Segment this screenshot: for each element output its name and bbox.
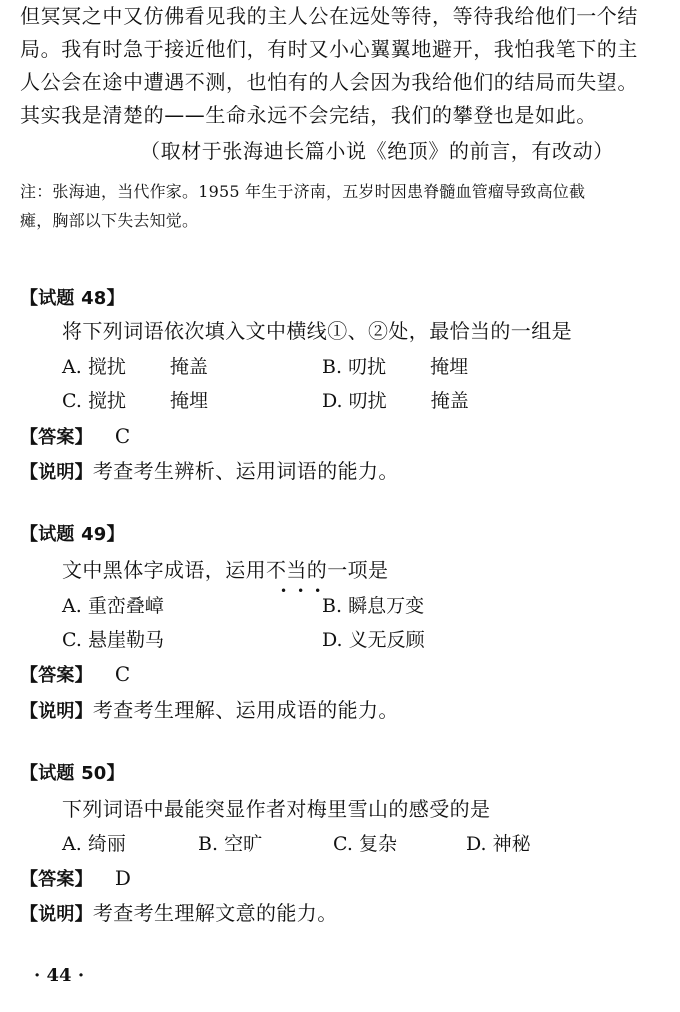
emphasis-dots: ••• [280,584,332,598]
answer-label: 【答案】 [20,869,93,890]
option-c [62,628,164,652]
explain-label: 【说明】 [20,701,93,722]
passage-line: 其实我是清楚的——生命永远不会完结，我们的攀登也是如此。 [20,103,597,127]
question-label: 【试题 48】 [20,288,125,309]
option-word: 悬崖勒马 [87,629,164,651]
option-word: 掩盖 [430,390,469,412]
option-letter: B. [198,833,219,855]
passage-source: （取材于张海迪长篇小说《绝顶》的前言，有改动） [140,139,614,163]
option-letter: D. [466,833,487,855]
author-note: 瘫，胸部以下失去知觉。 [20,211,199,230]
option-word: 搅扰 [87,390,126,412]
option-word: 掩埋 [170,390,209,412]
option-a [62,832,126,856]
question-label: 【试题 50】 [20,763,125,784]
option-d [466,832,531,856]
option-letter: C. [333,833,353,855]
answer-row [20,424,131,450]
option-word: 空旷 [224,833,263,855]
option-b [322,594,424,618]
question-label: 【试题 49】 [20,524,125,545]
option-word: 叨扰 [348,390,387,412]
passage-line: 局。我有时急于接近他们，有时又小心翼翼地避开，我怕我笔下的主 [20,37,638,61]
option-letter: C. [62,629,82,651]
option-letter: D. [322,390,343,412]
option-word: 搅扰 [87,356,126,378]
option-c [333,832,397,856]
option-b [198,832,262,856]
explain-row [20,901,338,927]
answer-row [20,866,131,892]
explain-text: 考查考生理解文意的能力。 [92,901,338,925]
option-letter: A. [62,595,82,617]
option-word: 掩埋 [430,356,469,378]
explain-label: 【说明】 [20,462,93,483]
explain-label: 【说明】 [20,904,93,925]
option-a [62,355,208,379]
answer-value: C [114,662,131,686]
explain-row [20,698,399,724]
answer-label: 【答案】 [20,427,93,448]
option-b [322,355,468,379]
option-letter: D. [322,629,343,651]
explain-text: 考查考生理解、运用成语的能力。 [92,698,399,722]
answer-value: C [114,424,131,448]
question-stem: 将下列词语依次填入文中横线①、②处，最恰当的一组是 [62,319,572,343]
option-word: 瞬息万变 [348,595,425,617]
option-letter: B. [322,356,343,378]
option-letter: A. [62,833,82,855]
option-letter: B. [322,595,343,617]
option-word: 复杂 [358,833,397,855]
question-stem: 下列词语中最能突显作者对梅里雪山的感受的是 [62,797,491,821]
option-word: 义无反顾 [348,629,425,651]
page-number: · 44 · [34,965,85,986]
option-word: 掩盖 [169,356,208,378]
option-word: 重峦叠嶂 [87,595,164,617]
question-stem: 文中黑体字成语，运用不当的一项是 [62,558,389,582]
passage-line: 但冥冥之中又仿佛看见我的主人公在远处等待，等待我给他们一个结 [20,4,638,28]
author-note: 注：张海迪，当代作家。1955 年生于济南，五岁时因患脊髓血管瘤导致高位截 [20,182,586,201]
option-d [322,389,469,413]
passage-line: 人公会在途中遭遇不测，也怕有的人会因为我给他们的结局而失望。 [20,70,638,94]
option-c [62,389,208,413]
answer-label: 【答案】 [20,665,93,686]
explain-row [20,459,399,485]
option-letter: C. [62,390,82,412]
option-d [322,628,425,652]
option-word: 叨扰 [348,356,387,378]
option-a [62,594,164,618]
answer-row [20,662,131,688]
answer-value: D [114,866,132,890]
option-word: 神秘 [492,833,531,855]
option-letter: A. [62,356,82,378]
explain-text: 考查考生辨析、运用词语的能力。 [92,459,399,483]
option-word: 绮丽 [87,833,126,855]
